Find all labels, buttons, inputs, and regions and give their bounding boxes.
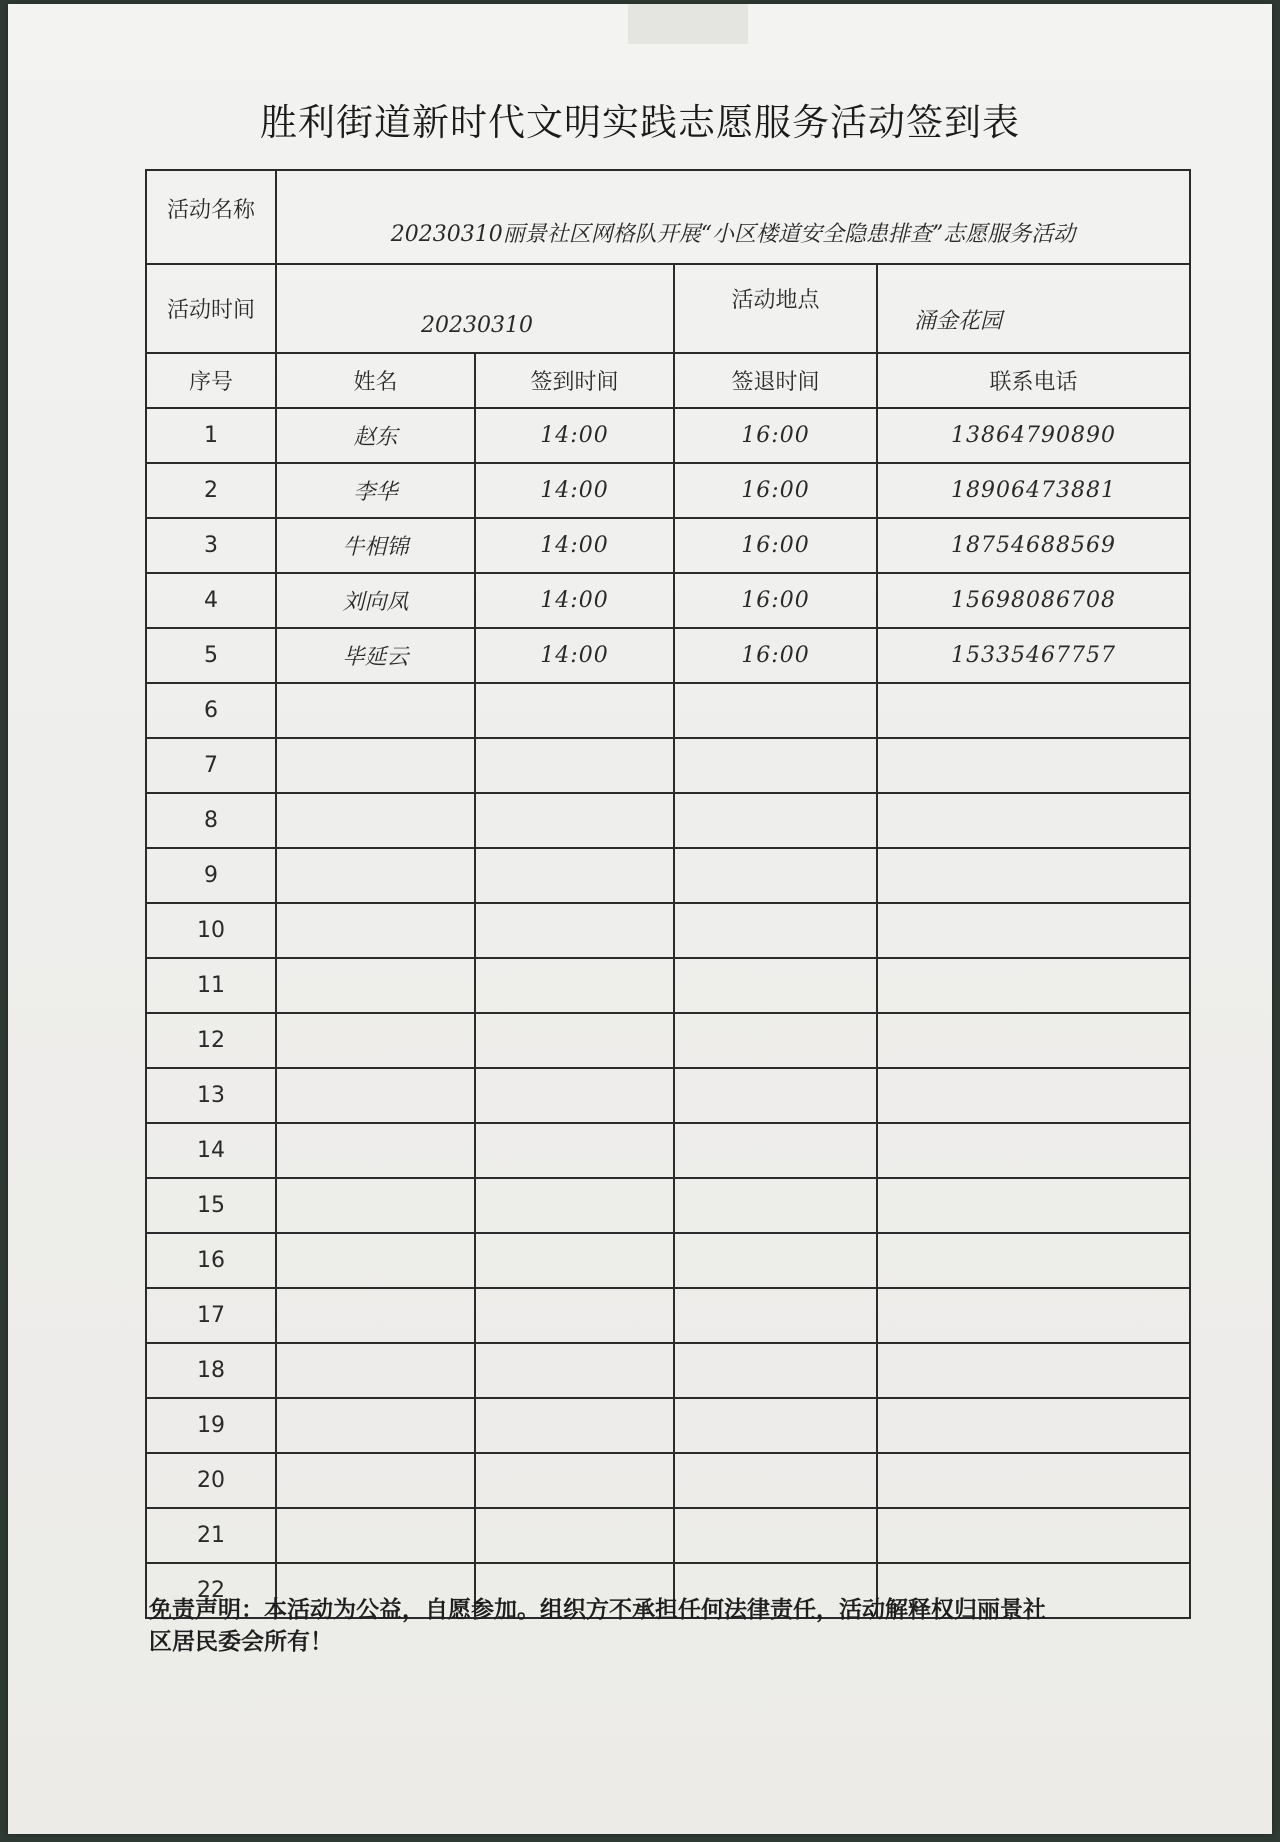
row-seq: 6 xyxy=(146,683,276,738)
activity-place-value: 涌金花园 xyxy=(877,264,1190,353)
row-seq: 15 xyxy=(146,1178,276,1233)
row-checkin xyxy=(475,1343,674,1398)
row-seq: 17 xyxy=(146,1288,276,1343)
table-row xyxy=(146,408,1190,463)
row-seq: 21 xyxy=(146,1508,276,1563)
row-seq: 5 xyxy=(146,628,276,683)
row-seq: 19 xyxy=(146,1398,276,1453)
row-name xyxy=(276,1288,475,1343)
row-phone xyxy=(877,1508,1190,1563)
row-checkout xyxy=(674,1398,877,1453)
row-checkout: 16:00 xyxy=(674,573,877,628)
row-checkin xyxy=(475,738,674,793)
row-phone xyxy=(877,1233,1190,1288)
row-checkout xyxy=(674,1068,877,1123)
row-checkin xyxy=(475,1453,674,1508)
disclaimer xyxy=(149,1594,1189,1658)
row-checkout xyxy=(674,1013,877,1068)
row-seq: 22 xyxy=(146,1563,276,1618)
row-checkout: 16:00 xyxy=(674,628,877,683)
row-seq: 9 xyxy=(146,848,276,903)
row-checkout xyxy=(674,1123,877,1178)
row-name: 牛相锦 xyxy=(276,518,475,573)
table-row xyxy=(146,1453,1190,1508)
row-seq: 4 xyxy=(146,573,276,628)
col-header-checkin: 签到时间 xyxy=(475,353,674,408)
col-header-phone: 联系电话 xyxy=(877,353,1190,408)
activity-place-label: 活动地点 xyxy=(674,264,877,353)
row-checkout xyxy=(674,958,877,1013)
table-row xyxy=(146,1013,1190,1068)
row-checkin: 14:00 xyxy=(475,573,674,628)
row-checkout xyxy=(674,848,877,903)
row-checkin xyxy=(475,848,674,903)
row-checkout xyxy=(674,1178,877,1233)
row-checkout xyxy=(674,903,877,958)
column-header-row xyxy=(146,353,1190,408)
row-checkin xyxy=(475,1013,674,1068)
row-checkout xyxy=(674,1233,877,1288)
table-row xyxy=(146,1233,1190,1288)
row-name xyxy=(276,1453,475,1508)
row-phone xyxy=(877,683,1190,738)
col-header-checkout: 签退时间 xyxy=(674,353,877,408)
table-row xyxy=(146,683,1190,738)
activity-name-row xyxy=(146,170,1190,264)
paper-sheet xyxy=(8,4,1272,1834)
row-checkin: 14:00 xyxy=(475,463,674,518)
row-checkout: 16:00 xyxy=(674,408,877,463)
row-phone xyxy=(877,958,1190,1013)
row-phone xyxy=(877,1178,1190,1233)
table-row xyxy=(146,1178,1190,1233)
activity-time-label: 活动时间 xyxy=(146,264,276,353)
row-name: 毕延云 xyxy=(276,628,475,683)
row-name: 李华 xyxy=(276,463,475,518)
row-checkin xyxy=(475,683,674,738)
row-phone xyxy=(877,903,1190,958)
row-phone: 15698086708 xyxy=(877,573,1190,628)
row-checkin: 14:00 xyxy=(475,518,674,573)
row-name xyxy=(276,1343,475,1398)
table-row xyxy=(146,628,1190,683)
activity-name-label: 活动名称 xyxy=(146,170,276,264)
activity-time-value: 20230310 xyxy=(276,264,674,353)
row-name xyxy=(276,1233,475,1288)
table-row xyxy=(146,573,1190,628)
row-checkin xyxy=(475,1288,674,1343)
row-name xyxy=(276,848,475,903)
row-checkin xyxy=(475,1398,674,1453)
row-seq: 3 xyxy=(146,518,276,573)
table-row xyxy=(146,1398,1190,1453)
table-row xyxy=(146,848,1190,903)
row-checkin: 14:00 xyxy=(475,408,674,463)
table-row xyxy=(146,1343,1190,1398)
row-checkout xyxy=(674,1343,877,1398)
row-name: 刘向凤 xyxy=(276,573,475,628)
row-checkin xyxy=(475,903,674,958)
row-checkout xyxy=(674,1453,877,1508)
signin-table xyxy=(145,169,1191,1619)
row-name xyxy=(276,1068,475,1123)
row-checkout xyxy=(674,738,877,793)
table-row xyxy=(146,958,1190,1013)
row-name: 赵东 xyxy=(276,408,475,463)
row-seq: 14 xyxy=(146,1123,276,1178)
row-checkout: 16:00 xyxy=(674,518,877,573)
row-seq: 10 xyxy=(146,903,276,958)
row-name xyxy=(276,1178,475,1233)
row-phone xyxy=(877,1123,1190,1178)
row-seq: 1 xyxy=(146,408,276,463)
row-name xyxy=(276,793,475,848)
row-phone xyxy=(877,848,1190,903)
row-phone xyxy=(877,738,1190,793)
table-row xyxy=(146,1123,1190,1178)
row-seq: 2 xyxy=(146,463,276,518)
table-row xyxy=(146,738,1190,793)
row-seq: 8 xyxy=(146,793,276,848)
row-name xyxy=(276,1013,475,1068)
row-phone xyxy=(877,1343,1190,1398)
row-seq: 7 xyxy=(146,738,276,793)
row-name xyxy=(276,738,475,793)
row-name xyxy=(276,1123,475,1178)
table-row xyxy=(146,463,1190,518)
row-name xyxy=(276,958,475,1013)
row-phone xyxy=(877,1068,1190,1123)
row-name xyxy=(276,1508,475,1563)
row-seq: 16 xyxy=(146,1233,276,1288)
row-checkin xyxy=(475,958,674,1013)
col-header-seq: 序号 xyxy=(146,353,276,408)
row-phone xyxy=(877,1013,1190,1068)
row-phone xyxy=(877,1288,1190,1343)
row-checkout: 16:00 xyxy=(674,463,877,518)
row-name xyxy=(276,903,475,958)
row-seq: 18 xyxy=(146,1343,276,1398)
row-phone xyxy=(877,793,1190,848)
table-row xyxy=(146,1288,1190,1343)
row-name xyxy=(276,683,475,738)
activity-name-value: 20230310丽景社区网格队开展“小区楼道安全隐患排查”志愿服务活动 xyxy=(276,170,1190,264)
row-phone: 13864790890 xyxy=(877,408,1190,463)
activity-time-row xyxy=(146,264,1190,353)
disclaimer-line-1: 免责声明：本活动为公益，自愿参加。组织方不承担任何法律责任，活动解释权归丽景社 xyxy=(149,1597,1046,1623)
row-checkin: 14:00 xyxy=(475,628,674,683)
row-checkout xyxy=(674,1288,877,1343)
row-phone: 18906473881 xyxy=(877,463,1190,518)
row-phone: 15335467757 xyxy=(877,628,1190,683)
table-row xyxy=(146,1508,1190,1563)
row-phone: 18754688569 xyxy=(877,518,1190,573)
row-checkin xyxy=(475,1123,674,1178)
row-checkout xyxy=(674,793,877,848)
row-checkout xyxy=(674,1508,877,1563)
row-seq: 13 xyxy=(146,1068,276,1123)
row-checkout xyxy=(674,683,877,738)
row-seq: 20 xyxy=(146,1453,276,1508)
page-title: 胜利街道新时代文明实践志愿服务活动签到表 xyxy=(260,101,1020,144)
table-row xyxy=(146,1068,1190,1123)
row-checkin xyxy=(475,1508,674,1563)
row-checkin xyxy=(475,793,674,848)
row-checkin xyxy=(475,1178,674,1233)
row-phone xyxy=(877,1398,1190,1453)
row-phone xyxy=(877,1453,1190,1508)
row-seq: 11 xyxy=(146,958,276,1013)
row-checkin xyxy=(475,1233,674,1288)
table-row xyxy=(146,518,1190,573)
tape-mark xyxy=(628,4,748,44)
table-row xyxy=(146,903,1190,958)
table-row xyxy=(146,793,1190,848)
row-checkin xyxy=(475,1068,674,1123)
disclaimer-line-2: 区居民委会所有！ xyxy=(149,1629,333,1655)
row-name xyxy=(276,1398,475,1453)
col-header-name: 姓名 xyxy=(276,353,475,408)
row-seq: 12 xyxy=(146,1013,276,1068)
